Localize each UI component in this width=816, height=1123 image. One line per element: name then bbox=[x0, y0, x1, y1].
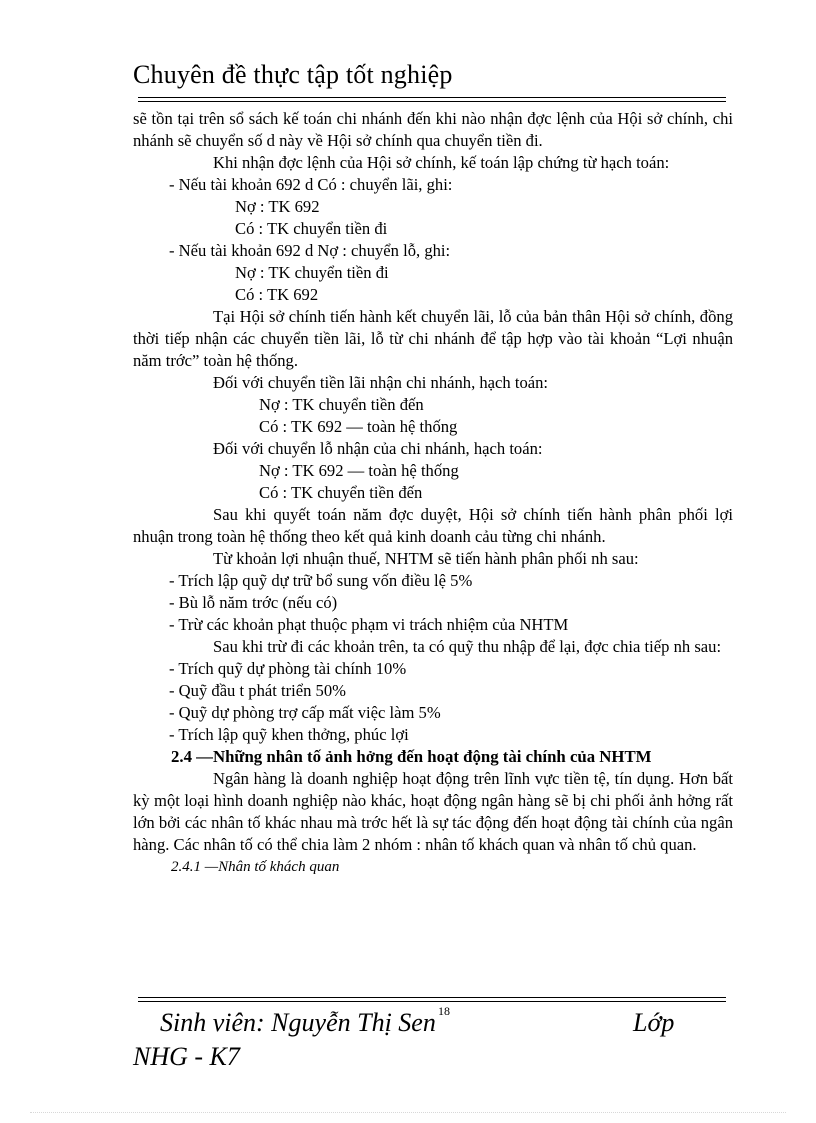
entry-line: Có : TK chuyển tiền đi bbox=[235, 219, 388, 238]
list-item: - Trừ các khoản phạt thuộc phạm vi trách nhiệm của NHTM bbox=[169, 615, 569, 634]
page-number: 18 bbox=[438, 1004, 450, 1018]
entry-line: Nợ : TK chuyển tiền đến bbox=[259, 395, 424, 414]
paragraph-continuation: sẽ tồn tại trên sổ sách kế toán chi nhánh đến khi nào nhận đợc lệnh của Hội sở chính, chi nhánh sẽ chuyển số d này về Hội sở chính qua chuyển tiền đi. bbox=[133, 109, 733, 150]
entry-line: Có : TK 692 bbox=[235, 285, 319, 304]
bullet-chuyen-lo: - Nếu tài khoản 692 d Nợ : chuyển lỗ, ghi: bbox=[169, 241, 451, 260]
entry-line: Nợ : TK 692 bbox=[235, 197, 320, 216]
entry-line: Nợ : TK 692 — toàn hệ thống bbox=[259, 461, 459, 480]
paragraph-hach-toan: Khi nhận đợc lệnh của Hội sở chính, kế toán lập chứng từ hạch toán: bbox=[213, 153, 670, 172]
footer-student-name: Sinh viên: Nguyễn Thị Sen bbox=[160, 1008, 436, 1037]
header-rule-bottom bbox=[138, 101, 726, 102]
page-edge-divider bbox=[30, 1112, 786, 1113]
entry-line: Có : TK 692 — toàn hệ thống bbox=[259, 417, 458, 436]
entry-line: Nợ : TK chuyển tiền đi bbox=[235, 263, 389, 282]
paragraph-quyet-toan: Sau khi quyết toán năm đợc duyệt, Hội sở chính tiến hành phân phối lợi nhuận trong toàn hệ thống theo kết quả kinh doanh cảu từng chi nhánh. bbox=[133, 505, 733, 546]
paragraph-quy-thu-nhap: Sau khi trừ đi các khoản trên, ta có quỹ thu nhập để lại, đợc chia tiếp nh sau: bbox=[213, 637, 722, 656]
subsection-heading: 2.4.1 —Nhân tố khách quan bbox=[171, 859, 340, 875]
section-heading: 2.4 —Những nhân tố ảnh hởng đến hoạt động tài chính của NHTM bbox=[171, 747, 652, 766]
list-item: - Bù lỗ năm trớc (nếu có) bbox=[169, 593, 338, 612]
list-item: - Quỹ đầu t phát triển 50% bbox=[169, 681, 346, 700]
bullet-chuyen-lai: - Nếu tài khoản 692 d Có : chuyển lãi, ghi: bbox=[169, 175, 453, 194]
list-item: - Trích lập quỹ khen thởng, phúc lợi bbox=[169, 725, 409, 744]
page-title: Chuyên đề thực tập tốt nghiệp bbox=[133, 60, 453, 89]
paragraph-hoi-so: Tại Hội sở chính tiến hành kết chuyển lãi, lỗ của bản thân Hội sở chính, đồng thời tiếp nhận các chuyển tiền lãi, lỗ từ chi nhánh để tập hợp vào tài khoản “Lợi nhuận năm trớc” toàn hệ thống. bbox=[133, 307, 733, 370]
header-rule-top bbox=[138, 97, 726, 98]
footer-rule-bottom bbox=[138, 1001, 726, 1002]
document-body bbox=[133, 108, 733, 878]
paragraph-phan-phoi: Từ khoản lợi nhuận thuế, NHTM sẽ tiến hành phân phối nh sau: bbox=[213, 549, 639, 568]
entry-line: Có : TK chuyển tiền đến bbox=[259, 483, 423, 502]
list-item: - Trích lập quỹ dự trữ bổ sung vốn điều lệ 5% bbox=[169, 571, 473, 590]
list-item: - Quỹ dự phòng trợ cấp mất việc làm 5% bbox=[169, 703, 441, 722]
footer-class-value: NHG - K7 bbox=[133, 1042, 240, 1071]
list-item: - Trích quỹ dự phòng tài chính 10% bbox=[169, 659, 407, 678]
paragraph-chuyen-lai: Đối với chuyển tiền lãi nhận chi nhánh, hạch toán: bbox=[213, 373, 549, 392]
footer-class-label: Lớp bbox=[633, 1008, 675, 1037]
footer-rule-top bbox=[138, 997, 726, 998]
paragraph-chuyen-lo: Đối với chuyển lỗ nhận của chi nhánh, hạch toán: bbox=[213, 439, 543, 458]
paragraph-nhan-to: Ngân hàng là doanh nghiệp hoạt động trên lĩnh vực tiền tệ, tín dụng. Hơn bất kỳ một loại hình doanh nghiệp nào khác, hoạt động ngân hàng sẽ bị chi phối ảnh hởng rất lớn bởi các nhân tố khác nhau mà trớc hết là sự tác động đến hoạt động tài chính của ngân hàng. Các nhân tố có thể chia làm 2 nhóm : nhân tố khách quan và nhân tố chủ quan. bbox=[133, 769, 733, 854]
